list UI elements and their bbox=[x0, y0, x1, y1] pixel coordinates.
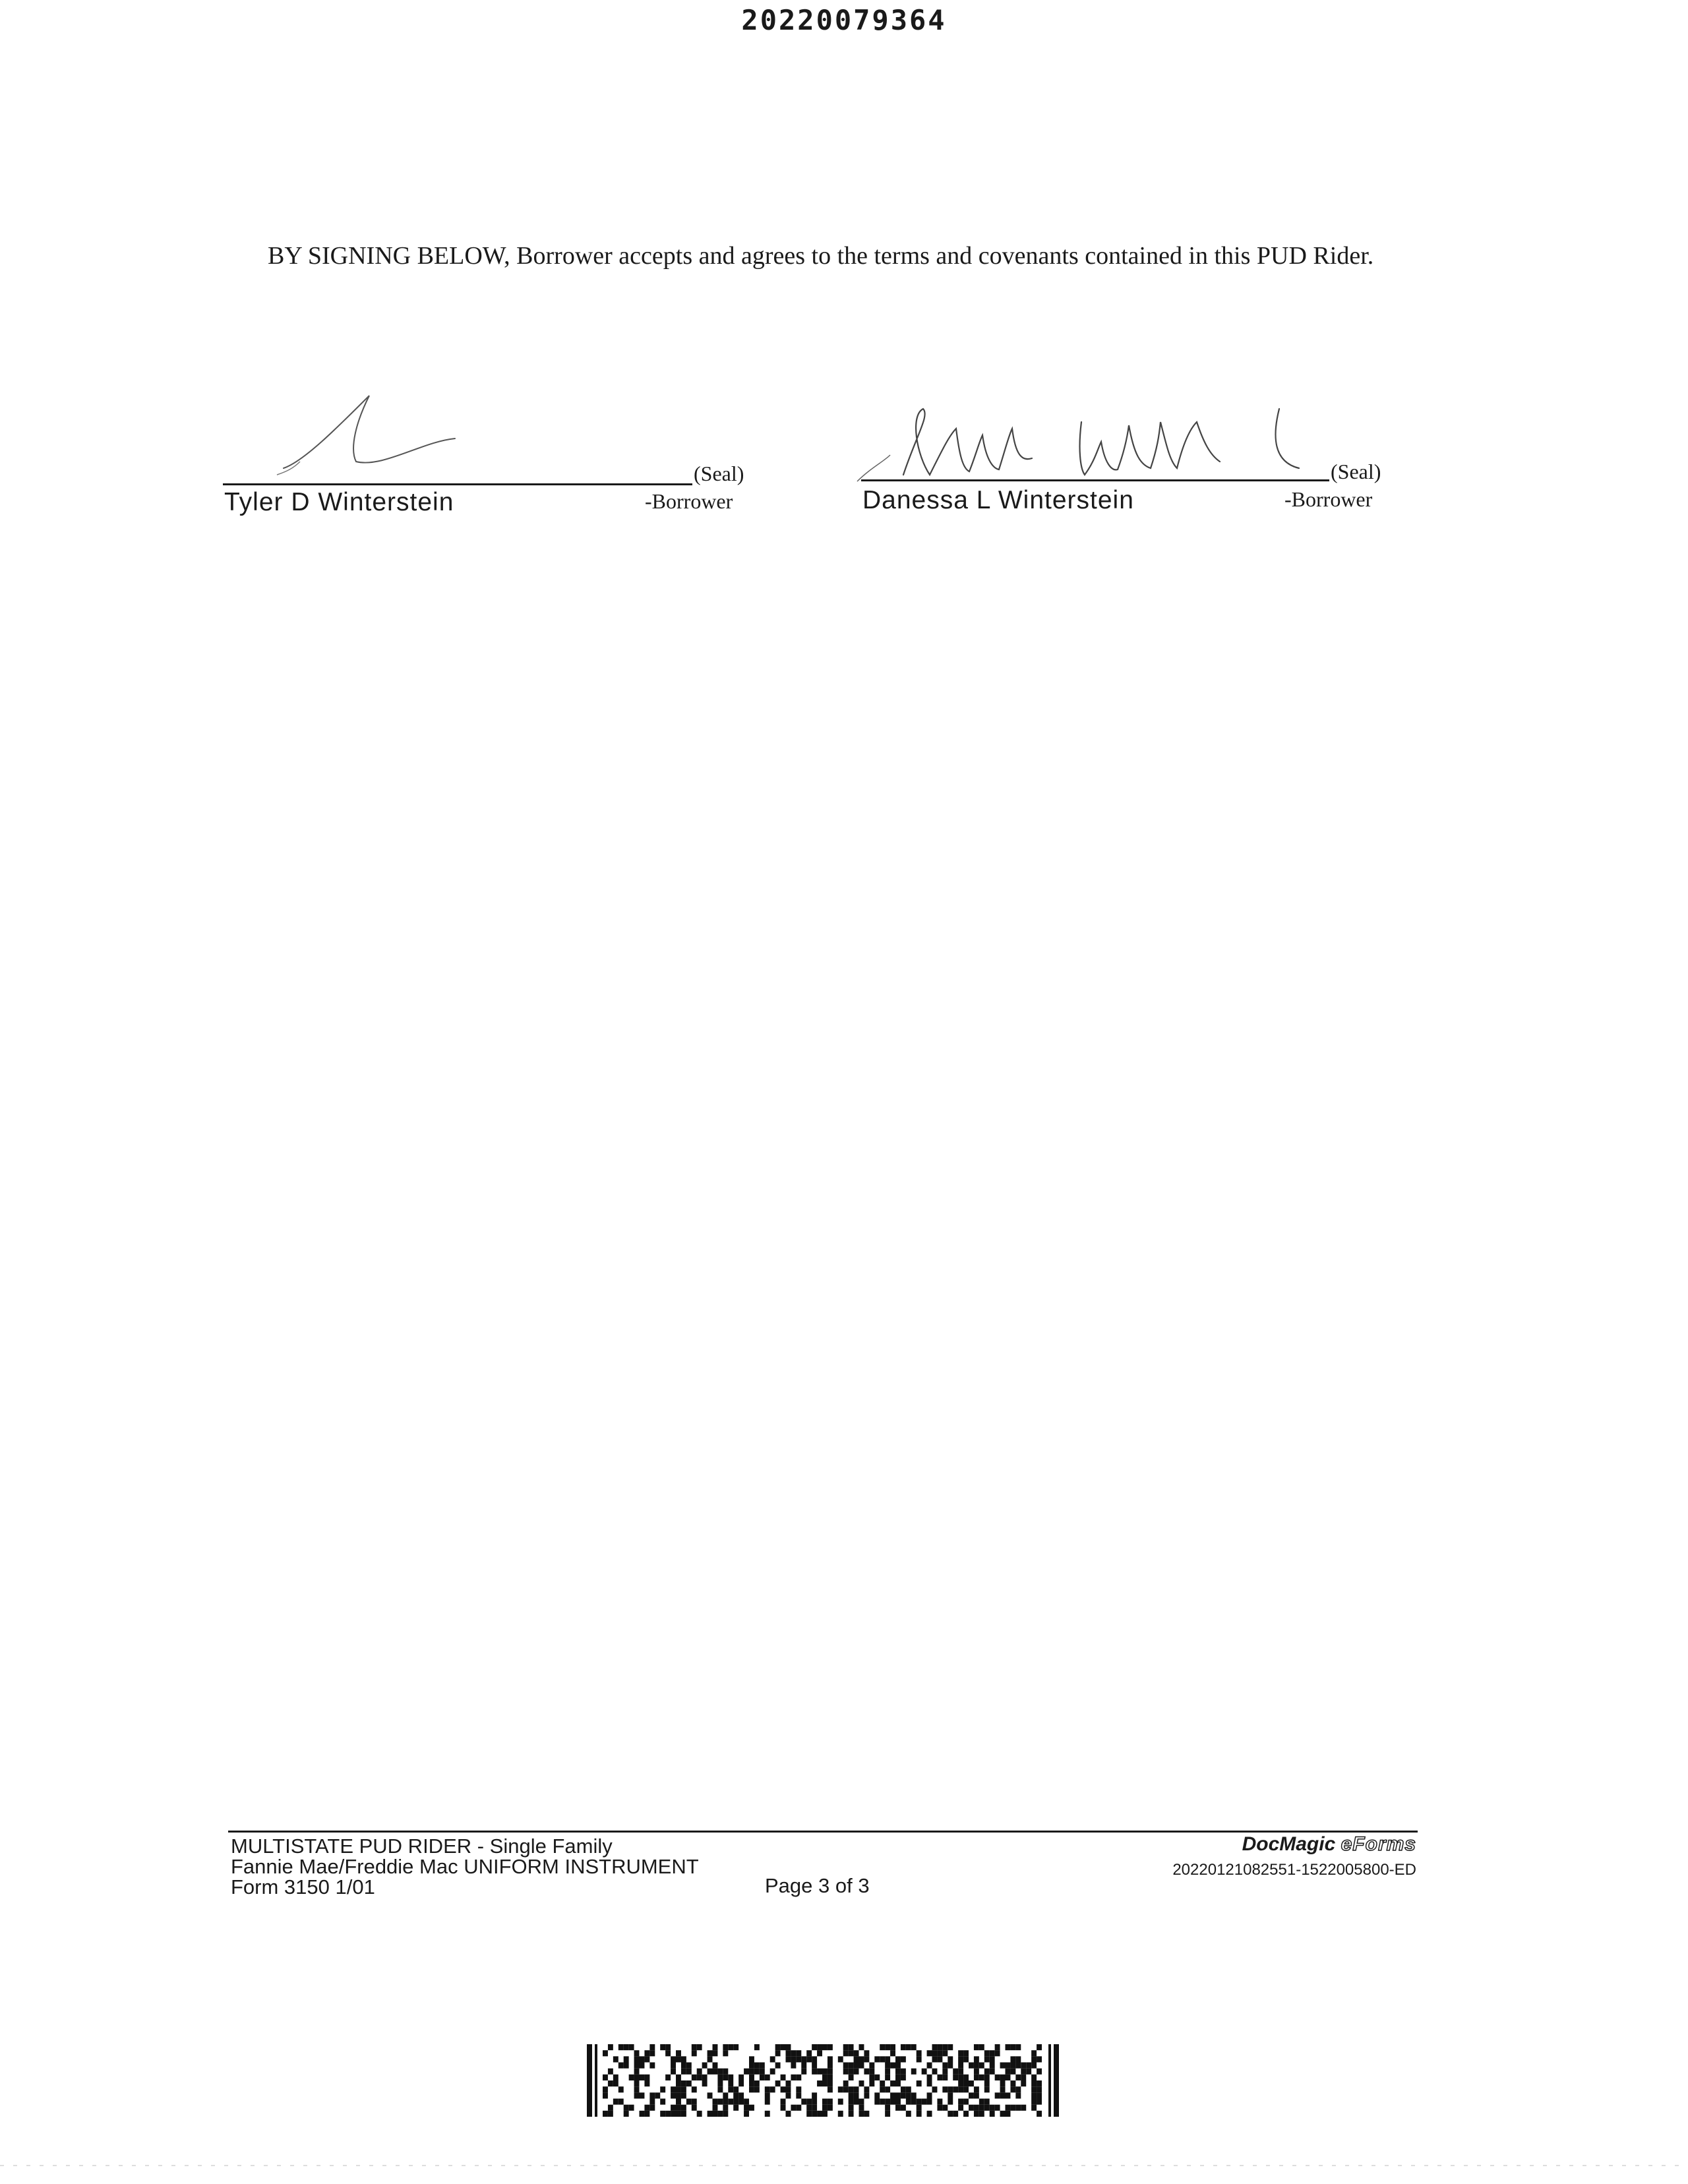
seal-label-2: (Seal) bbox=[1331, 460, 1381, 483]
signature-line-1 bbox=[223, 483, 692, 485]
footer-instrument: Fannie Mae/Freddie Mac UNIFORM INSTRUMENT bbox=[231, 1855, 699, 1878]
seal-label-1: (Seal) bbox=[694, 462, 744, 485]
footer-form-info bbox=[231, 1836, 699, 1897]
borrower-role-1: -Borrower bbox=[645, 489, 733, 513]
footer-form-title: MULTISTATE PUD RIDER - Single Family bbox=[231, 1835, 613, 1858]
recording-number: 20220079364 bbox=[741, 4, 947, 36]
docmagic-logo-main: DocMagic bbox=[1242, 1833, 1336, 1855]
barcode-icon bbox=[587, 2044, 1062, 2117]
borrower-role-2: -Borrower bbox=[1284, 487, 1373, 511]
docmagic-logo-eforms: eForms bbox=[1341, 1833, 1416, 1855]
signer-name-2: Danessa L Winterstein bbox=[862, 486, 1134, 514]
signature-1-handwritten bbox=[257, 369, 521, 488]
footer-form-number: Form 3150 1/01 bbox=[231, 1875, 375, 1898]
scan-edge-noise bbox=[0, 2164, 1688, 2167]
docmagic-logo bbox=[1242, 1833, 1416, 1856]
footer-page-number: Page 3 of 3 bbox=[765, 1874, 870, 1897]
signing-statement: BY SIGNING BELOW, Borrower accepts and agrees to the terms and covenants contained in this PUD Rider. bbox=[268, 242, 1374, 270]
signer-name-1: Tyler D Winterstein bbox=[224, 488, 454, 516]
signature-line-2 bbox=[861, 479, 1329, 481]
footer-tracking-code: 20220121082551-1522005800-ED bbox=[1172, 1861, 1416, 1879]
footer-rule bbox=[228, 1831, 1418, 1833]
